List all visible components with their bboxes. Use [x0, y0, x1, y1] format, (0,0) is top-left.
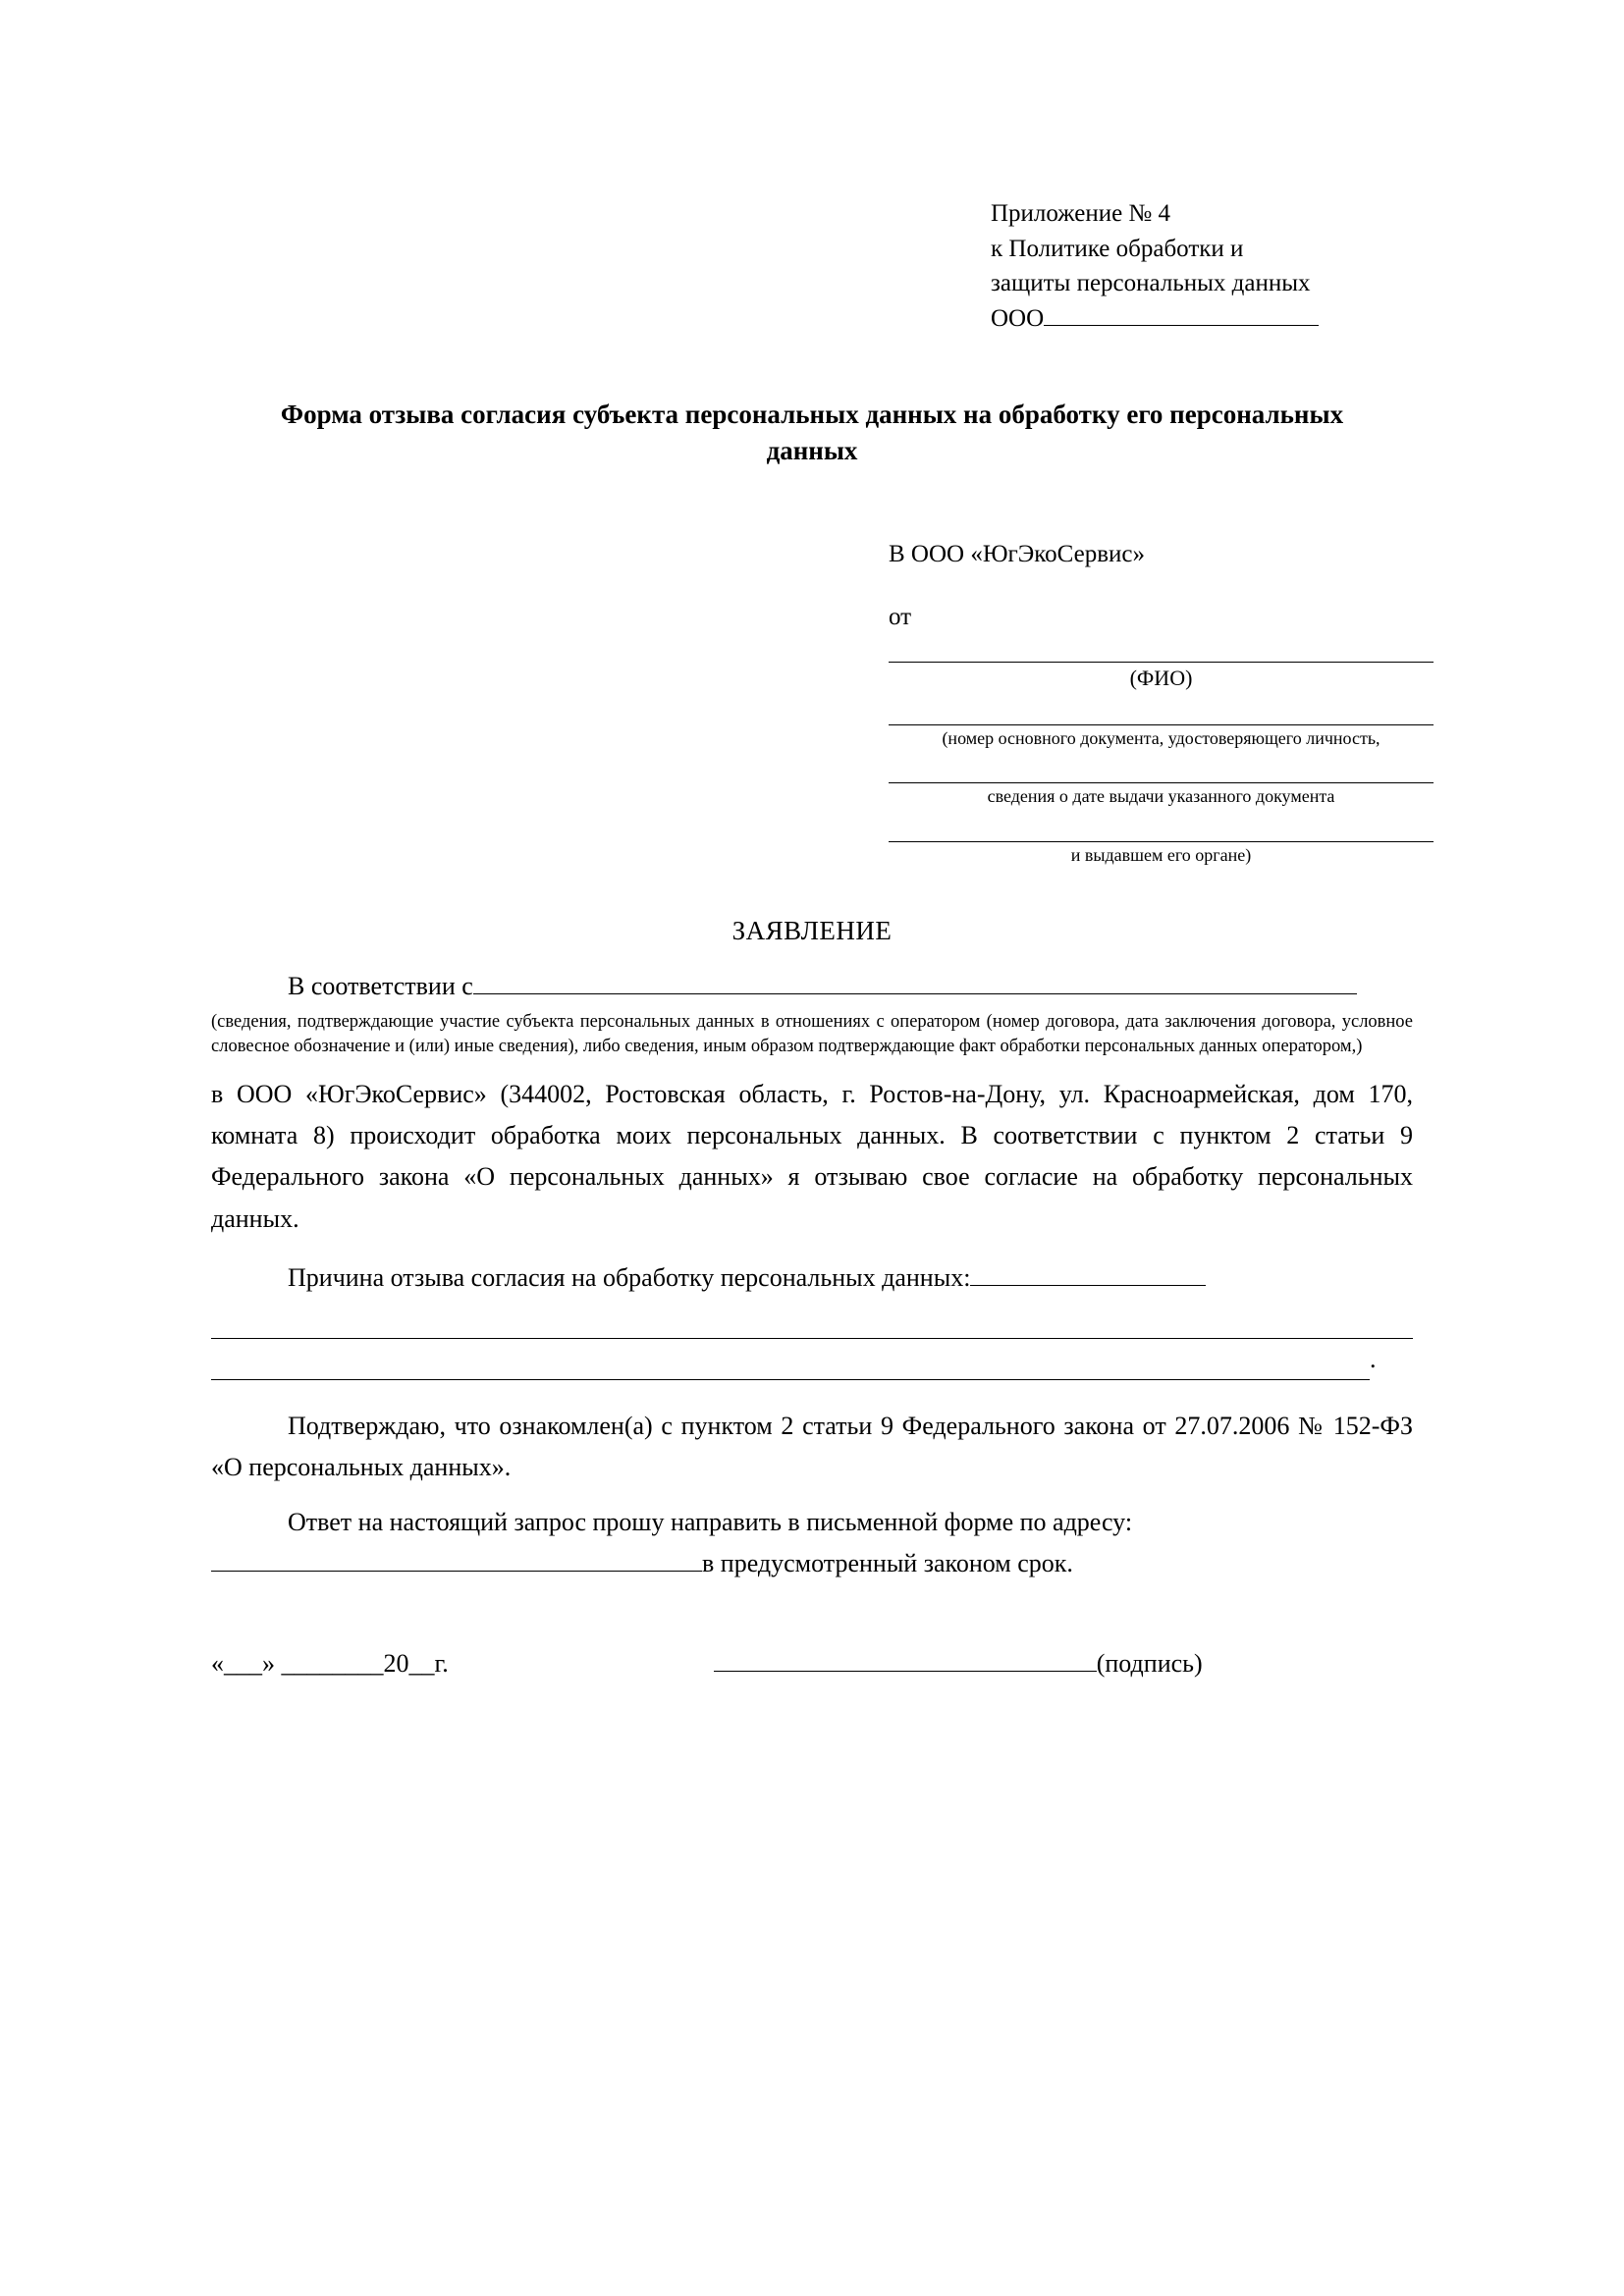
answer-address-tail: в предусмотренный законом срок.: [702, 1549, 1073, 1578]
paragraph-answer: [211, 1502, 1413, 1543]
reason-blank-2[interactable]: [211, 1299, 1413, 1339]
accordance-line: [211, 966, 1413, 1007]
signature-label: (подпись): [1096, 1649, 1203, 1679]
answer-text: Ответ на настоящий запрос прошу направить в письменной форме по адресу:: [288, 1508, 1133, 1537]
reason-blank-row-3: [211, 1339, 1413, 1380]
appendix-policy-line-2: защиты персональных данных: [991, 270, 1311, 296]
reason-blank-1[interactable]: [970, 1264, 1206, 1286]
appendix-policy-line-1: к Политике обработки и: [991, 235, 1244, 262]
signature-blank[interactable]: [714, 1650, 1097, 1672]
confirmation-text: Подтверждаю, что ознакомлен(а) с пунктом 2 статьи 9 Федерального закона от 27.07.2006 № 152-ФЗ «О персональных данных».: [211, 1411, 1413, 1481]
paragraph-answer-address: [211, 1543, 1413, 1584]
signature-row: [211, 1649, 1413, 1679]
addressee-from-label: от: [889, 603, 912, 630]
document-number-blank[interactable]: [889, 704, 1434, 725]
accordance-note: (сведения, подтверждающие участие субъекта персональных данных в отношениях с оператором (номер договора, дата заключения договора, условное словесное обозначение и (или) иные сведения), либо сведения, иным образом подтверждающие факт обработки персональных данных оператором,): [211, 1012, 1413, 1056]
accordance-blank[interactable]: [473, 973, 1357, 994]
accordance-label: В соответствии с: [288, 972, 473, 1001]
paragraph-obrabotka: в ООО «ЮгЭкоСервис» (344002, Ростовская область, г. Ростов-на-Дону, ул. Красноармейская, дом 170, комната 8) происходит обработка моих персональных данных. В соответствии с пунктом 2 статьи 9 Федерального закона «О персональных данных» я отзываю свое согласие на обработку персональных данных.: [211, 1080, 1413, 1233]
addressee-block: [889, 541, 1413, 631]
appendix-org-prefix: ООО: [991, 304, 1045, 332]
reason-period: .: [1370, 1344, 1377, 1373]
reason-blank-3[interactable]: [211, 1359, 1370, 1380]
paragraph-confirmation: [211, 1406, 1413, 1488]
document-date-blank[interactable]: [889, 762, 1434, 783]
page-title: Форма отзыва согласия субъекта персональных данных на обработку его персональных данных: [280, 400, 1344, 466]
appendix-org-line: [991, 301, 1413, 337]
date-field[interactable]: «___» ________20__г.: [211, 1649, 449, 1679]
document-organ-caption: и выдавшем его органе): [1070, 844, 1252, 865]
document-date-caption: сведения о дате выдачи указанного документа: [987, 786, 1335, 807]
appendix-header: [991, 196, 1413, 336]
document-organ-blank[interactable]: [889, 821, 1434, 842]
statement-heading: ЗАЯВЛЕНИЕ: [731, 916, 893, 946]
fio-field-group: [889, 641, 1434, 868]
document-body: [211, 966, 1413, 1584]
fio-blank[interactable]: [889, 641, 1434, 663]
answer-address-blank[interactable]: [211, 1550, 702, 1572]
fio-caption: (ФИО): [1129, 665, 1193, 690]
appendix-org-blank: [1044, 303, 1319, 326]
addressee-organization: В ООО «ЮгЭкоСервис»: [889, 540, 1146, 567]
paragraph-reason: [211, 1257, 1413, 1299]
signature-field: [714, 1649, 1203, 1679]
reason-label: Причина отзыва согласия на обработку персональных данных:: [288, 1262, 971, 1292]
appendix-number: Приложение № 4: [991, 200, 1171, 227]
document-number-caption: (номер основного документа, удостоверяющего личность,: [942, 728, 1380, 749]
